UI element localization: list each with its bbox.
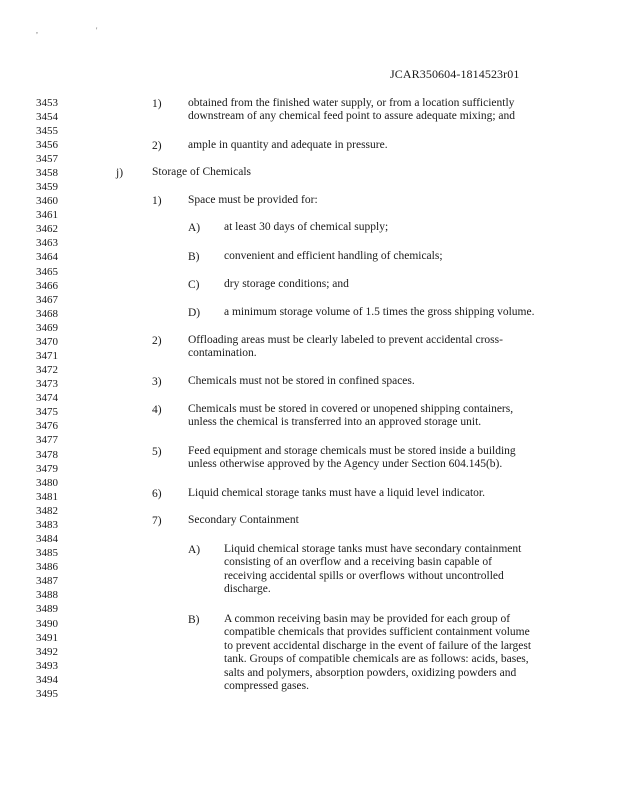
item-label: 1) — [152, 195, 162, 207]
line-number: 3490 — [36, 617, 58, 630]
line-number: 3492 — [36, 645, 58, 658]
line-number: 3483 — [36, 518, 58, 531]
line-number: 3472 — [36, 364, 58, 376]
line-number: 3476 — [36, 420, 58, 433]
line-number: 3459 — [36, 181, 58, 193]
line-number: 3477 — [36, 434, 58, 447]
subitem-text — [224, 278, 349, 291]
text-line: Liquid chemical storage tanks must have a liquid level indicator. — [188, 487, 486, 499]
line-number: 3469 — [36, 321, 58, 334]
item-label: 1) — [152, 98, 162, 110]
section-label: j) — [116, 167, 124, 179]
line-number: 3487 — [36, 575, 58, 588]
text-line: Secondary Containment — [188, 514, 299, 526]
item-label: 5) — [152, 446, 162, 458]
text-line: obtained from the finished water supply, or from a location sufficiently — [188, 97, 515, 109]
document-id: JCAR350604-1814523r01 — [390, 67, 520, 81]
text-line: unless the chemical is transferred into an approved storage unit. — [188, 416, 482, 429]
text-line: ample in quantity and adequate in pressure. — [188, 139, 388, 151]
line-number: 3491 — [36, 631, 58, 644]
item-text — [188, 139, 388, 152]
item-text — [188, 194, 318, 207]
line-number: 3495 — [36, 687, 58, 700]
line-number: 3466 — [36, 279, 58, 292]
text-line: compressed gases. — [224, 680, 309, 693]
line-number: 3460 — [36, 195, 58, 208]
line-number: 3468 — [36, 307, 58, 320]
line-number: 3482 — [36, 504, 58, 517]
line-number: 3462 — [36, 223, 58, 236]
line-number: 3485 — [36, 547, 58, 560]
subitem-label: A) — [188, 544, 201, 556]
item-label: 4) — [152, 404, 162, 416]
text-line: unless otherwise approved by the Agency under Section 604.145(b). — [188, 458, 503, 471]
text-line: to prevent accidental discharge in the event of failure of the largest — [224, 639, 532, 652]
text-line: at least 30 days of chemical supply; — [224, 221, 389, 233]
line-number: 3467 — [36, 293, 58, 306]
subitem-text — [224, 221, 388, 234]
line-number: 3478 — [36, 448, 58, 461]
text-line: downstream of any chemical feed point to assure adequate mixing; and — [188, 110, 516, 123]
line-number: 3488 — [36, 589, 58, 602]
subitem-text — [224, 613, 531, 693]
line-number: 3494 — [36, 673, 58, 686]
text-line: salts and polymers, absorption powders, oxidizing powders and — [224, 666, 517, 679]
line-number: 3486 — [36, 561, 58, 574]
subitem-label: B) — [188, 614, 200, 626]
line-number: 3471 — [36, 349, 58, 362]
subitem-text — [224, 543, 521, 597]
line-number: 3461 — [36, 209, 58, 222]
line-number: 3484 — [36, 533, 58, 545]
line-number: 3481 — [36, 490, 58, 503]
text-line: dry storage conditions; and — [224, 278, 349, 290]
text-line: convenient and efficient handling of chemicals; — [224, 250, 443, 262]
text-line: A common receiving basin may be provided for each group of — [224, 613, 511, 625]
scan-marks: , ' — [36, 26, 126, 35]
line-number: 3465 — [36, 265, 58, 278]
subitem-label: A) — [188, 222, 201, 234]
text-line: Offloading areas must be clearly labeled to prevent accidental cross- — [188, 334, 503, 346]
line-number: 3479 — [36, 462, 58, 475]
item-label: 6) — [152, 488, 162, 500]
text-line: Liquid chemical storage tanks must have secondary containment — [224, 543, 522, 555]
item-label: 7) — [152, 515, 162, 527]
item-text — [188, 334, 503, 361]
text-line: Storage of Chemicals — [152, 166, 252, 178]
line-number: 3474 — [36, 392, 58, 405]
line-number: 3455 — [36, 124, 58, 137]
subitem-label: C) — [188, 279, 200, 291]
line-number: 3493 — [36, 659, 58, 672]
text-line: tank. Groups of compatible chemicals are as follows: acids, bases, — [224, 653, 529, 666]
line-number: 3473 — [36, 378, 58, 391]
text-line: Feed equipment and storage chemicals must be stored inside a building — [188, 445, 516, 457]
item-text — [188, 403, 513, 430]
item-text — [188, 487, 485, 500]
line-number: 3463 — [36, 237, 58, 250]
item-text — [188, 445, 516, 472]
text-line: discharge. — [224, 583, 271, 596]
line-number: 3489 — [36, 603, 58, 616]
subitem-label: D) — [188, 307, 201, 319]
item-label: 3) — [152, 376, 162, 388]
text-line: Chemicals must not be stored in confined spaces. — [188, 375, 415, 387]
line-number: 3480 — [36, 476, 58, 489]
line-number: 3475 — [36, 406, 58, 419]
text-line: Space must be provided for: — [188, 194, 318, 206]
section-heading — [152, 166, 251, 179]
item-text — [188, 514, 299, 527]
text-line: Chemicals must be stored in covered or unopened shipping containers, — [188, 403, 514, 415]
item-text — [188, 97, 515, 124]
text-line: compatible chemicals that provides sufficient containment volume — [224, 626, 530, 639]
line-number: 3470 — [36, 335, 58, 348]
line-number: 3453 — [36, 96, 58, 109]
text-line: consisting of an overflow and a receiving basin capable of — [224, 556, 492, 569]
line-number: 3458 — [36, 166, 58, 179]
line-number: 3457 — [36, 152, 58, 165]
text-line: a minimum storage volume of 1.5 times the gross shipping volume. — [224, 306, 535, 318]
item-label: 2) — [152, 335, 162, 347]
subitem-text — [224, 306, 534, 319]
line-number: 3464 — [36, 251, 58, 264]
line-number: 3456 — [36, 138, 58, 151]
text-line: receiving accidental spills or overflows without uncontrolled — [224, 569, 504, 582]
line-number: 3454 — [36, 110, 58, 123]
item-label: 2) — [152, 140, 162, 152]
subitem-label: B) — [188, 251, 200, 263]
subitem-text — [224, 250, 443, 263]
item-text — [188, 375, 415, 388]
text-line: contamination. — [188, 347, 257, 360]
